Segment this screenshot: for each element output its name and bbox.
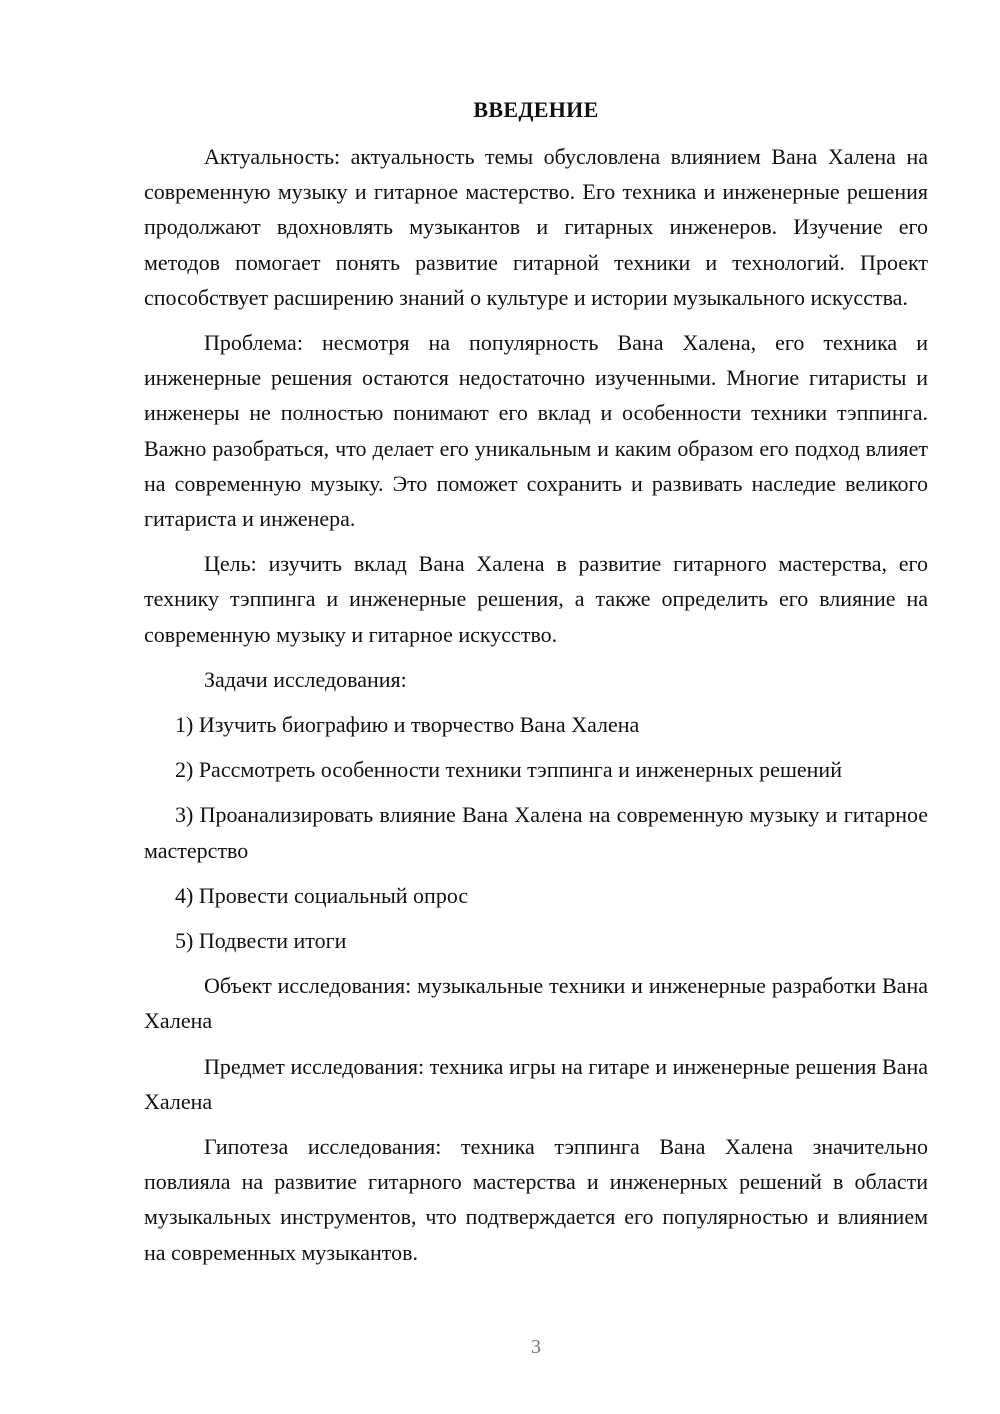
section-title: ВВЕДЕНИЕ: [473, 97, 599, 122]
tasks-heading: Задачи исследования:: [204, 666, 407, 692]
task-item-1: 1) Изучить биографию и творчество Вана Халена: [175, 712, 640, 738]
task-item-2: 2) Рассмотреть особенности техники тэппинга и инженерных решений: [175, 757, 842, 783]
task-item-4: 4) Провести социальный опрос: [175, 882, 469, 908]
task-item-3: 3) Проанализировать влияние Вана Халена на современную музыку и гитарное мастерство: [144, 802, 928, 863]
research-object-paragraph: Объект исследования: музыкальные техники и инженерные разработки Вана Халена: [144, 973, 928, 1034]
research-subject-paragraph: Предмет исследования: техника игры на гитаре и инженерные решения Вана Халена: [144, 1053, 928, 1114]
goal-paragraph: Цель: изучить вклад Вана Халена в развитие гитарного мастерства, его технику тэппинга и инженерные решения, а также определить его влияние на современную музыку и гитарное искусство.: [144, 551, 928, 647]
page-number: 3: [531, 1336, 541, 1358]
task-item-5: 5) Подвести итоги: [175, 928, 347, 954]
page-content: [144, 95, 928, 1280]
relevance-paragraph: Актуальность: актуальность темы обусловлена влиянием Вана Халена на современную музыку и гитарное мастерство. Его техника и инженерные решения продолжают вдохновлять музыкантов и гитарных инженеров. Изучение его методов помогает понять развитие гитарной техники и технологий. Проект способствует расширению знаний о культуре и истории музыкального искусства.: [144, 144, 928, 310]
problem-paragraph: Проблема: несмотря на популярность Вана Халена, его техника и инженерные решения остаются недостаточно изученными. Многие гитаристы и инженеры не полностью понимают его вклад и особенности техники тэппинга. Важно разобраться, что делает его уникальным и каким образом его подход влияет на современную музыку. Это поможет сохранить и развивать наследие великого гитариста и инженера.: [144, 330, 928, 532]
hypothesis-paragraph: Гипотеза исследования: техника тэппинга Вана Халена значительно повлияла на развитие гитарного мастерства и инженерных решений в области музыкальных инструментов, что подтверждается его популярностью и влиянием на современных музыкантов.: [144, 1134, 928, 1265]
